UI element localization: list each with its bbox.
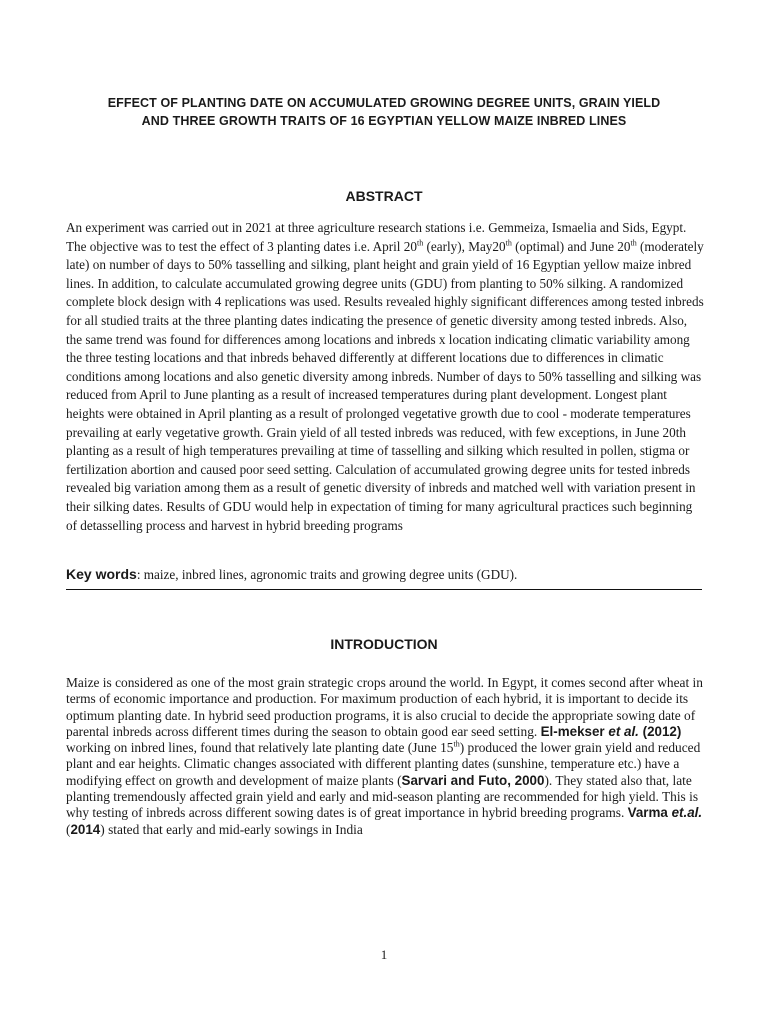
intro-text-part: ). They stated also that, late planting tremendously affected grain yield and early and mid-season planting are recommended for high yield. This is why testing of inbreds across different sowing dates is of great importance in hybrid breeding programs. <box>66 772 699 821</box>
superscript: th <box>416 238 424 248</box>
intro-text-part: ( <box>66 821 71 837</box>
abstract-text-part: (moderately late) on number of days to 50% tasselling and silking, plant height and grain yield of 16 Egyptian yellow maize inbred lines. In addition, to calculate accumulated growing degree units (GDU) from planting to 50% silking. A randomized complete block design with 4 replications was used. Results revealed highly significant differences among tested inbreds for all studied traits at the three planting dates indicating the presence of genetic diversity among tested inbreds. Also, the same trend was found for differences among locations and inbreds x location indicating climatic variability among the three testing locations and that inbreds behaved differently at different locations due to differences in climatic conditions among locations and also genetic diversity among inbreds. Number of days to 50% tasselling and silking was reduced from April to June planting as a result of increased temperatures during plant development. Longest plant heights were obtained in April planting as a result of prolonged vegetative growth due to cool - moderate temperatures prevailing at early vegetative growth. Grain yield of all tested inbreds was reduced, with few exceptions, in June 20th planting as a result of high temperatures prevailing at time of tasselling and silking which resulted in pollen, stigma or fertilization abortion and caused poor seed setting. Calculation of accumulated growing degree units for tested inbreds revealed big variation among them as a result of genetic diversity of inbreds and matched well with variation present in their silking dates. Results of GDU would help in expectation of timing for many agricultural practices such beginning of detasselling process and harvest in hybrid breeding programs <box>66 238 704 533</box>
paper-title <box>66 94 702 130</box>
citation-el-mekser <box>541 724 682 739</box>
citation-author: El-mekser <box>540 723 605 739</box>
superscript: th <box>630 238 637 248</box>
superscript: th <box>505 238 512 248</box>
intro-text-part: working on inbred lines, found that relatively late planting date (June 15 <box>66 740 454 756</box>
title-line-1: EFFECT OF PLANTING DATE ON ACCUMULATED GROWING DEGREE UNITS, GRAIN YIELD <box>107 96 661 110</box>
abstract-text-part: An experiment was carried out in 2021 at three agriculture research stations i.e. Gemmeiza, Ismaelia and Sids, Egypt. The objective was to test the effect of 3 planting dates i.e. April 20 <box>66 220 687 254</box>
page-number: 1 <box>380 947 388 962</box>
keywords-label: Key words <box>66 566 137 582</box>
keywords-text: : maize, inbred lines, agronomic traits and growing degree units (GDU). <box>136 567 518 582</box>
intro-text-part: ) produced the lower grain yield and reduced plant and ear heights. Climatic changes associated with different planting dates (sunshine, temperature etc.) have a modifying effect on growth and development of maize plants ( <box>66 740 701 788</box>
abstract-paragraph <box>66 219 704 535</box>
citation-sarvari-futo: Sarvari and Futo, 2000 <box>401 772 545 788</box>
title-line-2: AND THREE GROWTH TRAITS OF 16 EGYPTIAN YELLOW MAIZE INBRED LINES <box>141 114 627 128</box>
citation-etal: et.al. <box>671 805 703 821</box>
abstract-text-part: (early), May20 <box>423 238 506 254</box>
superscript: th <box>453 739 460 749</box>
introduction-paragraph <box>66 675 704 838</box>
intro-text-part: stated that early and mid-early sowings in India <box>104 821 363 837</box>
introduction-heading: INTRODUCTION <box>330 636 438 652</box>
citation-year: (2012) <box>638 723 682 739</box>
section-divider <box>66 589 702 590</box>
citation-varma <box>628 805 702 820</box>
intro-text-part: ) <box>100 821 105 837</box>
citation-author: Varma <box>627 805 668 821</box>
abstract-text-part: (optimal) and June 20 <box>511 238 631 254</box>
intro-text-part: Maize is considered as one of the most grain strategic crops around the world. In Egypt, it comes second after wheat in terms of economic importance and production. For maximum production of each hybrid, it is important to decide its optimum planting date. In hybrid seed production programs, it is also crucial to decide the appropriate sowing date of parental inbreds across different times during the season to obtain good ear seed setting. <box>66 675 703 739</box>
abstract-heading: ABSTRACT <box>345 188 423 204</box>
citation-year: 2014 <box>70 821 101 837</box>
citation-etal: et al. <box>608 723 639 739</box>
keywords-line <box>66 566 706 583</box>
